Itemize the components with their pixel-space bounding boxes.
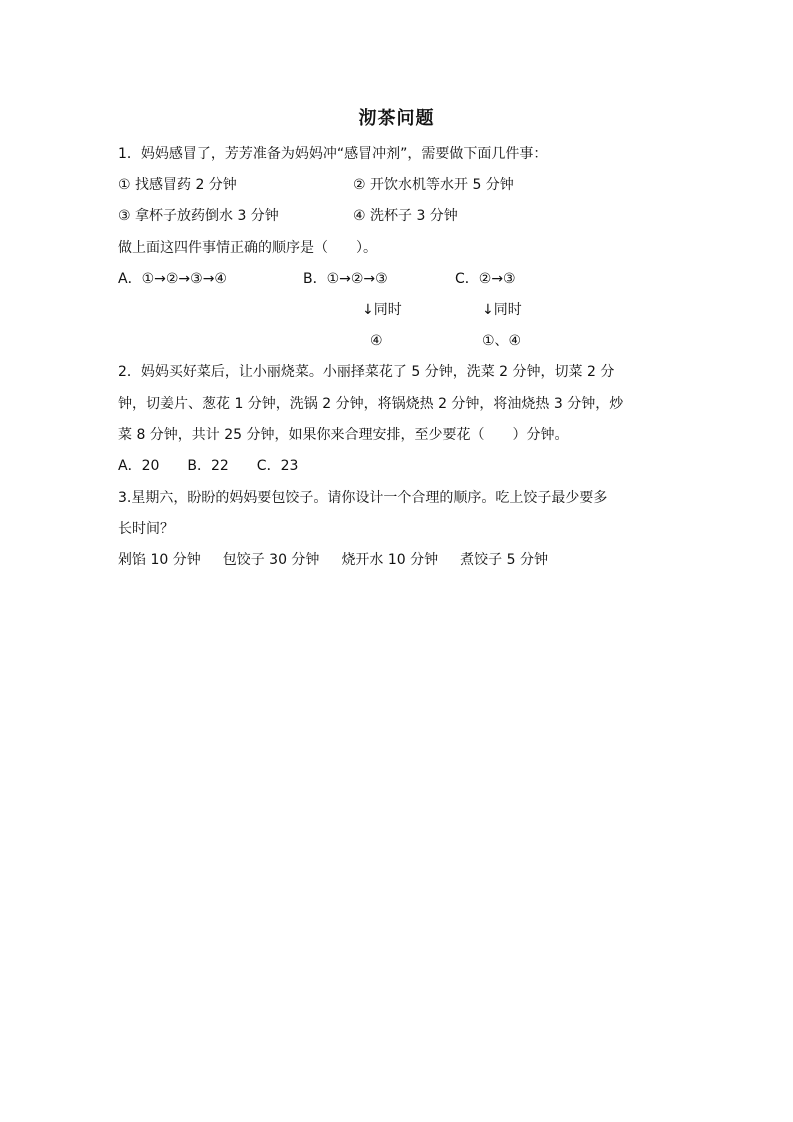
q1-question: 做上面这四件事情正确的顺序是（ ）。	[118, 240, 377, 256]
q2-line-3: 菜 8 分钟，共计 25 分钟，如果你来合理安排，至少要花（ ）分钟。	[118, 427, 569, 443]
q2-line-2: 钟，切姜片、葱花 1 分钟，洗锅 2 分钟，将锅烧热 2 分钟，将油烧热 3 分钟，炒	[118, 396, 624, 412]
q1-option-b-simultaneous: ↓同时	[362, 302, 402, 318]
q1-step-1: ① 找感冒药 2 分钟	[118, 177, 237, 193]
q3-items	[118, 549, 570, 571]
q1-step-3: ③ 拿杯子放药倒水 3 分钟	[118, 208, 279, 224]
q1-step-2: ② 开饮水机等水开 5 分钟	[353, 177, 514, 193]
q3-item: 包饺子 30 分钟	[222, 552, 320, 568]
q3-item: 烧开水 10 分钟	[341, 552, 439, 568]
q1-option-c-parallel-steps: ①、④	[482, 333, 522, 349]
q2-options: A．20 B．22 C．23	[118, 458, 299, 474]
q1-stem: 1．妈妈感冒了，芳芳准备为妈妈冲“感冒冲剂”，需要做下面几件事：	[118, 146, 548, 162]
q3-item: 剁馅 10 分钟	[118, 552, 201, 568]
page-title: 沏茶问题	[358, 108, 435, 129]
q1-option-b: B．①→②→③	[303, 271, 388, 287]
q1-option-c: C．②→③	[455, 271, 516, 287]
q1-option-a: A．①→②→③→④	[118, 271, 227, 287]
q3-item: 煮饺子 5 分钟	[460, 552, 548, 568]
q3-line-2: 长时间？	[118, 521, 174, 537]
q1-step-4: ④ 洗杯子 3 分钟	[353, 208, 458, 224]
q3-line-1: 3.星期六，盼盼的妈妈要包饺子。请你设计一个合理的顺序。吃上饺子最少要多	[118, 490, 608, 506]
q2-line-1: 2．妈妈买好菜后，让小丽烧菜。小丽择菜花了 5 分钟，洗菜 2 分钟，切菜 2 分	[118, 364, 615, 380]
q1-option-b-parallel-step: ④	[370, 333, 383, 349]
q1-option-c-simultaneous: ↓同时	[482, 302, 522, 318]
